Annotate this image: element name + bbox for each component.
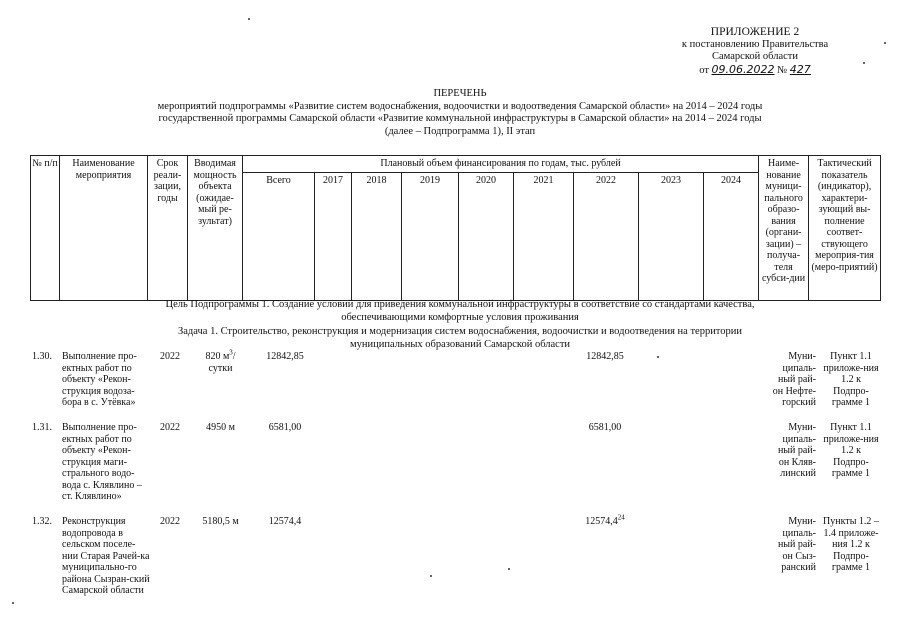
row-num: 1.32. [32,516,52,527]
header-num: № п/п [31,156,60,301]
row-name: Выполнение про-ектных работ по объекту «Рекон-струкция водоза-бора в с. Утёвка» [62,351,137,408]
row-2022 [575,513,635,528]
scan-speck [657,356,659,358]
header-year-2022: 2022 [574,172,639,301]
row-num: 1.30. [32,351,52,362]
row-power [193,422,248,434]
row-name: Выполнение про-ектных работ по объекту «Рекон-струкция маги-стрального водо-вода с. Клявлино – ст. Клявлино» [62,422,142,502]
power-value: 820 м [205,351,230,362]
header-funding: Плановый объем финансирования по годам, тыс. рублей [243,156,759,173]
scan-speck [884,42,886,44]
row-total: 12842,85 [266,351,304,362]
appendix-line2: Самарской области [712,51,798,62]
header-year-2018: 2018 [352,172,402,301]
heading-line2: государственной программы Самарской области «Развитие коммунальной инфраструктуры в Самарской области» на 2014 – 2024 годы [158,113,762,124]
row-term: 2022 [160,422,180,433]
power-tail: / сутки [208,351,236,374]
row-total: 12574,4 [268,516,302,527]
header-year-2019: 2019 [402,172,459,301]
scan-speck [430,575,432,577]
row-recipient: Муни-ципаль-ный рай-он Сыз-ранский [777,516,816,573]
header-name: Наименование мероприятия [60,156,148,301]
row-indicator: Пункты 1.2 – 1.4 приложе-ния 1.2 к Подпро-грамме 1 [823,516,879,573]
row-name: Реконструкция водопровода в сельском поселе-нии Старая Рачей-ка муниципально-го района Сызран-ский Самарской области [62,516,150,596]
power-value: 5180,5 м [202,516,239,527]
header-indicator: Тактический показатель (индикатор), характери-зующий вы-полнение соответ-ствующего мероприя-тия (меро-приятий) [809,156,881,301]
year-2022-value: 12842,85 [586,351,624,362]
row-recipient: Муни-ципаль-ный рай-он Кляв-линский [777,422,816,479]
header-year-2024: 2024 [704,172,759,301]
header-year-2021: 2021 [514,172,574,301]
goal-line2: обеспечивающими комфортные условия проживания [341,311,579,323]
row-2022 [575,351,635,363]
number-handwritten: 427 [789,62,811,76]
header-total: Всего [243,172,315,301]
row-term: 2022 [160,516,180,527]
row-indicator: Пункт 1.1 приложе-ния 1.2 к Подпро-грамме 1 [823,351,879,408]
heading-title: ПЕРЕЧЕНЬ [433,88,487,99]
scan-speck [508,568,510,570]
date-prefix: от [699,64,709,76]
header-recipient: Наиме-нование муници-пального образо-вания (органи-зации) – получа-теля субси-дии [759,156,809,301]
header-term: Срок реали-зации, годы [148,156,188,301]
header-year-2017: 2017 [315,172,352,301]
number-prefix: № [777,64,788,76]
scan-speck [12,602,14,604]
heading-line3: (далее – Подпрограмма 1), II этап [384,125,536,137]
heading-line1: мероприятий подпрограммы «Развитие систем водоснабжения, водоочистки и водоотведения Самарской области» на 2014 – 2024 годы [157,100,763,112]
scan-speck [863,62,865,64]
row-total: 6581,00 [268,422,302,433]
year-2022-value: 6581,00 [588,422,622,433]
goal-line1: Цель Подпрограммы 1. Создание условий для приведения коммунальной инфраструктуры в соответствие со стандартами качества, [165,299,755,310]
appendix-line1: к постановлению Правительства [681,38,829,50]
appendix-date-line [660,64,850,78]
scan-speck [248,18,250,20]
year-2022-sup: 24 [617,513,625,522]
header-power: Вводимая мощность объекта (ожидае-мый ре-зультат) [188,156,243,301]
task-line2: муниципальных образований Самарской области [349,338,571,350]
task-line1: Задача 1. Строительство, реконструкция и модернизация систем водоснабжения, водоочистки и водоотведения на территории [178,326,742,337]
goal-block [130,299,790,351]
row-power [193,348,248,374]
appendix-title: ПРИЛОЖЕНИЕ 2 [710,26,800,38]
year-2022-value: 12574,4 [585,516,618,527]
row-term: 2022 [160,351,180,362]
power-sup: 3 [229,348,233,357]
header-year-2023: 2023 [639,172,704,301]
row-indicator: Пункт 1.1 приложе-ния 1.2 к Подпро-грамме 1 [823,422,879,479]
document-heading [80,88,840,138]
header-year-2020: 2020 [459,172,514,301]
date-handwritten: 09.06.2022 [711,62,775,76]
row-recipient: Муни-ципаль-ный рай-он Нефте-горский [772,351,816,408]
row-num: 1.31. [32,422,52,433]
row-2022 [575,422,635,434]
funding-table-header [30,155,881,301]
power-value: 4950 м [206,422,235,433]
appendix-block [660,26,850,77]
row-power [193,516,248,528]
